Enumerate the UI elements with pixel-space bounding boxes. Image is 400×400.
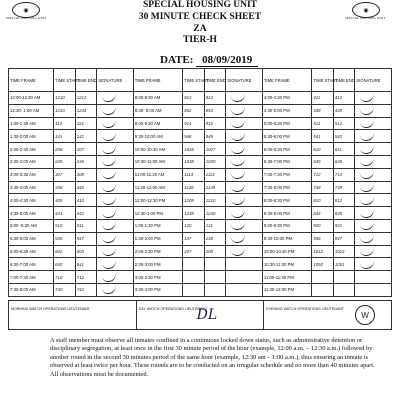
signature-cell bbox=[226, 168, 263, 181]
signature-cell bbox=[97, 271, 134, 284]
time-frame-cell: 3:00-3:30 AM bbox=[9, 168, 54, 181]
col-time-end: TIME END bbox=[204, 69, 226, 92]
time-end-cell: 603 bbox=[75, 245, 97, 258]
time-frame-cell: 10:00-10:30 AM bbox=[133, 143, 182, 156]
col-signature: SIGNATURE bbox=[97, 69, 134, 92]
time-frame-cell: 5:30-6:00 PM bbox=[262, 130, 311, 143]
time-frame-cell: 8:30-9:00 PM bbox=[262, 207, 311, 220]
signature-cell bbox=[97, 117, 134, 130]
time-end-cell: 1039 bbox=[204, 155, 226, 168]
time-end-cell: 1051 bbox=[333, 258, 355, 271]
time-end-cell: 947 bbox=[333, 232, 355, 245]
col-time-start: TIME START bbox=[312, 69, 334, 92]
signature-cell bbox=[97, 283, 134, 296]
evening-watch-box bbox=[264, 301, 391, 329]
time-end-cell: 1114 bbox=[204, 168, 226, 181]
signature-cell bbox=[355, 130, 392, 143]
time-end-cell: 1240 bbox=[204, 207, 226, 220]
time-frame-cell: 7:30-8:00 AM bbox=[9, 283, 54, 296]
title-line-3: ZA bbox=[193, 24, 207, 34]
time-start-cell: 948 bbox=[183, 130, 205, 143]
time-start-cell: 610 bbox=[312, 143, 334, 156]
time-end-cell: 308 bbox=[75, 168, 97, 181]
col-time-start: TIME START bbox=[183, 69, 205, 92]
time-end-cell: 142 bbox=[75, 130, 97, 143]
time-frame-cell: 5:00-5:30 PM bbox=[262, 117, 311, 130]
time-frame-cell: 7:00-7:30 AM bbox=[9, 271, 54, 284]
time-start-cell: 914 bbox=[183, 117, 205, 130]
time-start-cell: 1138 bbox=[183, 181, 205, 194]
time-start-cell: 409 bbox=[54, 194, 76, 207]
title-line-4: TIER-H bbox=[183, 35, 217, 45]
time-frame-cell: 8:30- 9:00 AM bbox=[133, 104, 182, 117]
col-time-frame: TIME FRAME bbox=[9, 69, 54, 92]
signature-mark bbox=[101, 220, 117, 232]
signature-cell bbox=[226, 232, 263, 245]
time-frame-cell: 3:30-4:00 AM bbox=[9, 181, 54, 194]
signature-mark bbox=[101, 118, 117, 130]
time-end-cell: 208 bbox=[204, 245, 226, 258]
time-end-cell: 412 bbox=[333, 92, 355, 105]
time-frame-cell: 9:00-9:30 PM bbox=[262, 219, 311, 232]
title-line-2: 30 MINUTE CHECK SHEET bbox=[138, 12, 262, 22]
logo-caption-right: SPECIAL HOUSING UNIT bbox=[345, 16, 386, 20]
time-end-cell: 121 bbox=[204, 219, 226, 232]
time-start-cell: 844 bbox=[312, 207, 334, 220]
signature-mark bbox=[360, 182, 376, 194]
time-start-cell: 813 bbox=[183, 92, 205, 105]
signature-cell bbox=[226, 283, 263, 296]
signature-mark bbox=[101, 182, 117, 194]
time-end-cell: 410 bbox=[75, 194, 97, 207]
time-frame-cell: 6:00-6:30 PM bbox=[262, 143, 311, 156]
signature-cell bbox=[97, 155, 134, 168]
time-end-cell: 246 bbox=[75, 155, 97, 168]
time-end-cell: 1210 bbox=[204, 194, 226, 207]
time-start-cell: 852 bbox=[183, 104, 205, 117]
time-start-cell: 1113 bbox=[183, 168, 205, 181]
signature-mark bbox=[360, 207, 376, 219]
signature-cell bbox=[226, 155, 263, 168]
time-start-cell: 645 bbox=[312, 155, 334, 168]
signature-cell bbox=[97, 245, 134, 258]
signature-mark bbox=[101, 207, 117, 219]
signature-mark bbox=[231, 92, 247, 104]
time-end-cell bbox=[333, 271, 355, 284]
signature-mark bbox=[101, 130, 117, 142]
signature-mark bbox=[231, 233, 247, 245]
time-end-cell: 449 bbox=[333, 104, 355, 117]
signature-mark bbox=[360, 92, 376, 104]
time-start-cell bbox=[183, 283, 205, 296]
table-row bbox=[9, 181, 392, 194]
signature-mark bbox=[231, 105, 247, 117]
time-frame-cell: 9:30-10:00 PM bbox=[262, 232, 311, 245]
time-frame-cell: 1:30-2:00 AM bbox=[9, 130, 54, 143]
signature-cell bbox=[226, 92, 263, 105]
time-start-cell: 137 bbox=[183, 232, 205, 245]
time-start-cell: 441 bbox=[54, 207, 76, 220]
signature-cell bbox=[97, 168, 134, 181]
time-end-cell: 542 bbox=[333, 130, 355, 143]
time-start-cell: 740 bbox=[54, 283, 76, 296]
time-start-cell bbox=[312, 283, 334, 296]
time-start-cell bbox=[312, 271, 334, 284]
time-frame-cell: 4:00-4:30 AM bbox=[9, 194, 54, 207]
signature-mark bbox=[231, 207, 247, 219]
time-frame-cell: 4:30-5:00 AM bbox=[9, 207, 54, 220]
table-row bbox=[9, 245, 392, 258]
time-end-cell: 340 bbox=[75, 181, 97, 194]
signature-cell bbox=[355, 194, 392, 207]
table-header-row bbox=[9, 69, 392, 92]
check-sheet-table bbox=[8, 68, 392, 297]
signature-mark bbox=[101, 233, 117, 245]
signature-mark bbox=[101, 258, 117, 270]
signature-cell bbox=[355, 92, 392, 105]
signature-mark bbox=[360, 246, 376, 258]
time-start-cell: 206 bbox=[54, 143, 76, 156]
signature-cell bbox=[97, 143, 134, 156]
time-frame-cell: 2:00-2:30 AM bbox=[9, 143, 54, 156]
day-watch-box bbox=[137, 301, 265, 329]
morning-watch-label: MORNING WATCH OPERATIONS LIEUTENANT bbox=[11, 307, 90, 311]
signature-cell bbox=[355, 117, 392, 130]
time-start-cell: 602 bbox=[54, 245, 76, 258]
col-time-end: TIME END bbox=[333, 69, 355, 92]
signature-mark bbox=[101, 246, 117, 258]
signature-mark bbox=[231, 194, 247, 206]
morning-watch-box bbox=[9, 301, 137, 329]
time-end-cell: 1013 bbox=[333, 245, 355, 258]
time-end-cell: 845 bbox=[333, 207, 355, 220]
signature-mark bbox=[360, 194, 376, 206]
time-end-cell: 547 bbox=[75, 232, 97, 245]
time-start-cell: 541 bbox=[312, 130, 334, 143]
time-frame-cell: 12:00-12:30 AM bbox=[9, 92, 54, 105]
time-start-cell: 545 bbox=[54, 232, 76, 245]
time-start-cell: 1026 bbox=[183, 143, 205, 156]
signature-mark bbox=[101, 271, 117, 283]
signature-cell bbox=[97, 194, 134, 207]
table-row bbox=[9, 143, 392, 156]
time-frame-cell: 12:00-12:30 PM bbox=[133, 194, 182, 207]
time-start-cell: 1050 bbox=[312, 258, 334, 271]
time-start-cell: 1012 bbox=[312, 245, 334, 258]
time-frame-cell: 10:30-11:00 PM bbox=[262, 258, 311, 271]
time-end-cell bbox=[204, 258, 226, 271]
time-frame-cell: 2:00-2:30 PM bbox=[133, 245, 182, 258]
signature-mark bbox=[360, 143, 376, 155]
date-label: DATE: bbox=[160, 54, 194, 66]
time-end-cell bbox=[333, 283, 355, 296]
signature-cell bbox=[355, 232, 392, 245]
time-end-cell: 207 bbox=[75, 143, 97, 156]
signature-cell bbox=[355, 258, 392, 271]
time-end-cell: 442 bbox=[75, 207, 97, 220]
time-frame-cell: 6:30-7:00 PM bbox=[262, 155, 311, 168]
time-frame-cell: 10:00-10:30 PM bbox=[262, 245, 311, 258]
signature-mark bbox=[231, 156, 247, 168]
table-row bbox=[9, 232, 392, 245]
time-end-cell: 712 bbox=[75, 271, 97, 284]
time-start-cell: 738 bbox=[312, 181, 334, 194]
time-frame-cell: 3:30-4:00 PM bbox=[133, 283, 182, 296]
time-start-cell: 1243 bbox=[54, 104, 76, 117]
signature-mark bbox=[360, 169, 376, 181]
time-frame-cell: 6:30-7:00 AM bbox=[9, 258, 54, 271]
signature-cell bbox=[226, 245, 263, 258]
time-end-cell: 739 bbox=[333, 181, 355, 194]
col-time-start: TIME START bbox=[54, 69, 76, 92]
time-end-cell: 646 bbox=[333, 155, 355, 168]
time-end-cell: 641 bbox=[75, 258, 97, 271]
title-line-1: SPECIAL HOUSING UNIT bbox=[142, 0, 258, 10]
time-frame-cell: 1:00-1:30 PM bbox=[133, 219, 182, 232]
table-row bbox=[9, 92, 392, 105]
table-row bbox=[9, 104, 392, 117]
time-frame-cell: 9:30-10:00 AM bbox=[133, 130, 182, 143]
time-frame-cell: 1:00-1:30 AM bbox=[9, 117, 54, 130]
signature-mark bbox=[360, 156, 376, 168]
bop-seal-left-icon: ◉ bbox=[12, 2, 40, 18]
signature-cell bbox=[226, 104, 263, 117]
logo-caption-left: SPECIAL HOUSING UNIT bbox=[6, 16, 47, 20]
time-start-cell: 411 bbox=[312, 92, 334, 105]
signature-mark bbox=[101, 92, 117, 104]
signature-mark bbox=[360, 233, 376, 245]
time-frame-cell: 4:30-5:00 PM bbox=[262, 104, 311, 117]
table-row bbox=[9, 168, 392, 181]
signature-mark bbox=[360, 220, 376, 232]
time-frame-cell: 11:30-12:00 AM bbox=[133, 181, 182, 194]
time-end-cell bbox=[204, 271, 226, 284]
day-watch-initials: DL bbox=[196, 307, 218, 323]
table-row bbox=[9, 117, 392, 130]
time-start-cell bbox=[183, 271, 205, 284]
time-end-cell: 511 bbox=[75, 219, 97, 232]
time-start-cell: 510 bbox=[54, 219, 76, 232]
time-start-cell: 810 bbox=[312, 194, 334, 207]
signature-mark bbox=[231, 118, 247, 130]
time-start-cell: 307 bbox=[54, 168, 76, 181]
time-frame-cell: 8:00-8:30 PM bbox=[262, 194, 311, 207]
time-end-cell: 812 bbox=[333, 194, 355, 207]
signature-cell bbox=[226, 117, 263, 130]
time-start-cell: 710 bbox=[54, 271, 76, 284]
time-end-cell: 915 bbox=[204, 117, 226, 130]
signature-cell bbox=[226, 219, 263, 232]
time-end-cell: 114 bbox=[75, 117, 97, 130]
signature-cell bbox=[355, 168, 392, 181]
evening-watch-initials: W bbox=[355, 305, 375, 325]
time-frame-cell: 2:30-3:00 AM bbox=[9, 155, 54, 168]
signature-mark bbox=[101, 156, 117, 168]
time-start-cell: 338 bbox=[54, 181, 76, 194]
time-start-cell: 946 bbox=[312, 232, 334, 245]
time-frame-cell: 1:30-2:00 PM bbox=[133, 232, 182, 245]
time-end-cell: 512 bbox=[333, 117, 355, 130]
signature-mark bbox=[360, 258, 376, 270]
signature-cell bbox=[226, 194, 263, 207]
time-frame-cell: 11:00-11:30 AM bbox=[133, 168, 182, 181]
time-end-cell: 742 bbox=[75, 283, 97, 296]
signature-cell bbox=[355, 283, 392, 296]
time-end-cell: 921 bbox=[333, 219, 355, 232]
time-frame-cell: 12:30-1:00 PM bbox=[133, 207, 182, 220]
signature-cell bbox=[226, 207, 263, 220]
time-start-cell: 1238 bbox=[183, 207, 205, 220]
evening-watch-label: EVENING WATCH OPERATIONS LIEUTENANT bbox=[266, 307, 344, 311]
time-frame-cell: 11:00-11:30 PM bbox=[262, 271, 311, 284]
signature-mark bbox=[231, 220, 247, 232]
time-frame-cell: 9:00-9:30 AM bbox=[133, 117, 182, 130]
bop-seal-right-icon: ◉ bbox=[352, 2, 380, 18]
signature-cell bbox=[226, 181, 263, 194]
col-time-end: TIME END bbox=[75, 69, 97, 92]
time-start-cell: 1209 bbox=[183, 194, 205, 207]
signature-mark bbox=[231, 246, 247, 258]
signature-cell bbox=[97, 181, 134, 194]
signature-cell bbox=[97, 92, 134, 105]
date-value: 08/09/2019 bbox=[196, 54, 258, 67]
time-end-cell: 1244 bbox=[75, 104, 97, 117]
time-start-cell: 712 bbox=[312, 168, 334, 181]
time-frame-cell: 7:00-7:30 PM bbox=[262, 168, 311, 181]
signature-mark bbox=[360, 105, 376, 117]
time-start-cell: 1210 bbox=[54, 92, 76, 105]
time-frame-cell: 8:00-8:30 AM bbox=[133, 92, 182, 105]
time-end-cell: 853 bbox=[204, 104, 226, 117]
col-time-frame: TIME FRAME bbox=[133, 69, 182, 92]
time-end-cell: 814 bbox=[204, 92, 226, 105]
table-row bbox=[9, 207, 392, 220]
signature-cell bbox=[226, 258, 263, 271]
time-end-cell: 713 bbox=[333, 168, 355, 181]
signature-cell bbox=[355, 245, 392, 258]
time-start-cell: 511 bbox=[312, 117, 334, 130]
time-frame-cell: 2:30-3:00 PM bbox=[133, 258, 182, 271]
time-end-cell: 1139 bbox=[204, 181, 226, 194]
time-frame-cell: 5:30-6:00 AM bbox=[9, 232, 54, 245]
time-start-cell: 245 bbox=[54, 155, 76, 168]
signature-mark bbox=[101, 169, 117, 181]
signature-cell bbox=[226, 271, 263, 284]
instructions-paragraph: A staff member must observe all inmates confined in a continuous locked down status, such as administrative detention or disciplinary segregation, at least once in the first 30 minute period of the hour (example, 12:00 a.m. – 12:30 a.m.) followed by another round in the second 30 minutes period of the same hour (example, 12:30 am – 1:00 a.m.), thus ensuring an inmate is observed at least twice per hour. These rounds are to be conducted on an irregular schedule and no more than 40 minutes apart. All observations must be documented. bbox=[50, 337, 375, 378]
signature-cell bbox=[226, 130, 263, 143]
signature-mark bbox=[360, 118, 376, 130]
date-field bbox=[160, 54, 258, 67]
signature-mark bbox=[231, 143, 247, 155]
time-start-cell: 448 bbox=[312, 104, 334, 117]
time-end-cell: 611 bbox=[333, 143, 355, 156]
time-frame-cell: 11:30-12:00 PM bbox=[262, 283, 311, 296]
time-frame-cell: 3:00-3:30 PM bbox=[133, 271, 182, 284]
time-start-cell: 207 bbox=[183, 245, 205, 258]
table-row bbox=[9, 219, 392, 232]
time-start-cell: 141 bbox=[54, 130, 76, 143]
table-row bbox=[9, 155, 392, 168]
table-row bbox=[9, 194, 392, 207]
lieutenant-signoff bbox=[8, 300, 392, 330]
signature-cell bbox=[97, 258, 134, 271]
time-end-cell bbox=[204, 283, 226, 296]
signature-cell bbox=[355, 143, 392, 156]
time-frame-cell: 12:30- 1:00 AM bbox=[9, 104, 54, 117]
table-row bbox=[9, 130, 392, 143]
signature-cell bbox=[355, 219, 392, 232]
signature-mark bbox=[231, 130, 247, 142]
signature-mark bbox=[231, 182, 247, 194]
signature-cell bbox=[355, 207, 392, 220]
time-start-cell: 120 bbox=[183, 219, 205, 232]
table-row bbox=[9, 258, 392, 271]
time-start-cell: 640 bbox=[54, 258, 76, 271]
signature-mark bbox=[360, 130, 376, 142]
signature-cell bbox=[97, 130, 134, 143]
time-frame-cell: 6:00-6:30 AM bbox=[9, 245, 54, 258]
col-signature: SIGNATURE bbox=[226, 69, 263, 92]
time-frame-cell: 4:00-4:30 PM bbox=[262, 92, 311, 105]
signature-mark bbox=[101, 284, 117, 296]
col-time-frame: TIME FRAME bbox=[262, 69, 311, 92]
signature-cell bbox=[226, 143, 263, 156]
signature-cell bbox=[97, 104, 134, 117]
signature-cell bbox=[355, 104, 392, 117]
time-end-cell: 138 bbox=[204, 232, 226, 245]
time-start-cell bbox=[183, 258, 205, 271]
time-end-cell: 949 bbox=[204, 130, 226, 143]
signature-cell bbox=[97, 232, 134, 245]
col-signature: SIGNATURE bbox=[355, 69, 392, 92]
signature-cell bbox=[97, 207, 134, 220]
time-start-cell: 113 bbox=[54, 117, 76, 130]
signature-mark bbox=[101, 143, 117, 155]
signature-mark bbox=[101, 105, 117, 117]
signature-cell bbox=[355, 155, 392, 168]
time-end-cell: 1212 bbox=[75, 92, 97, 105]
time-start-cell: 1038 bbox=[183, 155, 205, 168]
signature-mark bbox=[231, 169, 247, 181]
time-end-cell: 1027 bbox=[204, 143, 226, 156]
signature-cell bbox=[355, 271, 392, 284]
table-row bbox=[9, 271, 392, 284]
signature-mark bbox=[101, 194, 117, 206]
time-frame-cell: 7:30-8:00 PM bbox=[262, 181, 311, 194]
time-frame-cell: 5:00 -5:30 AM bbox=[9, 219, 54, 232]
time-start-cell: 920 bbox=[312, 219, 334, 232]
signature-cell bbox=[355, 181, 392, 194]
time-frame-cell: 10:30-11:00 AM bbox=[133, 155, 182, 168]
signature-cell bbox=[97, 219, 134, 232]
table-row bbox=[9, 283, 392, 296]
day-watch-label: DAY WATCH OPERATIONS LIEUTENANT bbox=[138, 307, 208, 311]
